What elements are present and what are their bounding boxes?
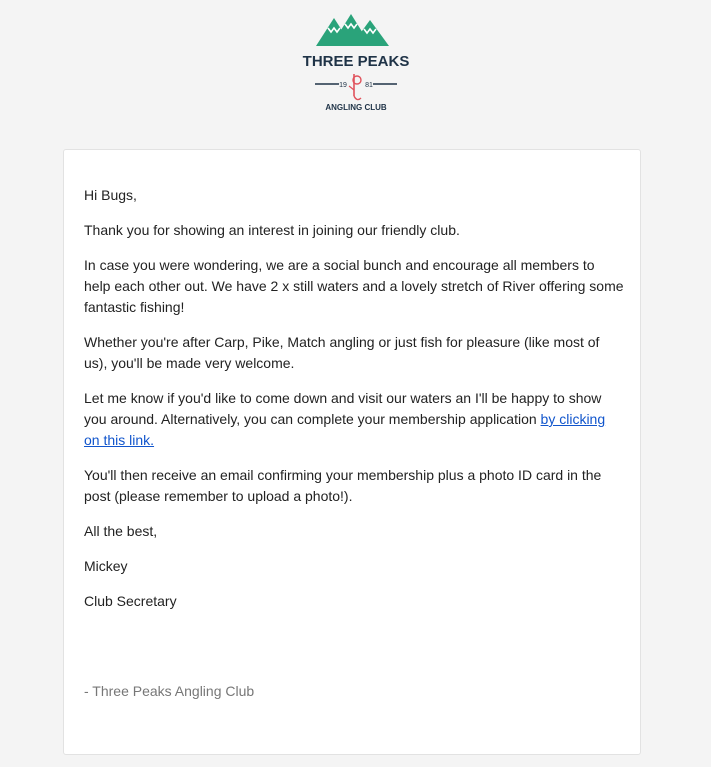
brand-subtitle: ANGLING CLUB	[324, 103, 387, 112]
visit-text: Let me know if you'd like to come down and visit our waters an I'll be happy to show you around. Alternatively, you can complete your membership application	[84, 390, 602, 427]
email-card	[63, 149, 641, 755]
year-right: 81	[364, 82, 373, 89]
three-peaks-logo	[301, 14, 411, 114]
paragraph-visit	[84, 388, 624, 451]
sender-name: Mickey	[84, 558, 128, 574]
greeting: Hi Bugs,	[84, 187, 137, 203]
closing: All the best,	[84, 523, 158, 539]
email-body	[84, 185, 624, 626]
paragraph-social: In case you were wondering, we are a social bunch and encourage all members to help each other out. We have 2 x still waters and a lovely stretch of River offering some fantastic fishing!	[84, 257, 624, 315]
year-left: 19	[338, 82, 347, 89]
paragraph-confirmation: You'll then receive an email confirming your membership plus a photo ID card in the post (please remember to upload a photo!).	[84, 467, 602, 504]
brand-name: THREE PEAKS	[302, 53, 409, 70]
paragraph-intro: Thank you for showing an interest in joining our friendly club.	[84, 222, 460, 238]
club-signoff: - Three Peaks Angling Club	[84, 683, 255, 699]
mountain-peaks-icon	[316, 14, 389, 46]
membership-application-link[interactable]: by clicking on this link.	[84, 411, 606, 448]
sender-role: Club Secretary	[84, 593, 177, 609]
paragraph-welcome: Whether you're after Carp, Pike, Match angling or just fish for pleasure (like most of us), you'll be made very welcome.	[84, 334, 600, 371]
club-logo	[0, 14, 711, 114]
fishing-rod-icon	[349, 74, 361, 100]
